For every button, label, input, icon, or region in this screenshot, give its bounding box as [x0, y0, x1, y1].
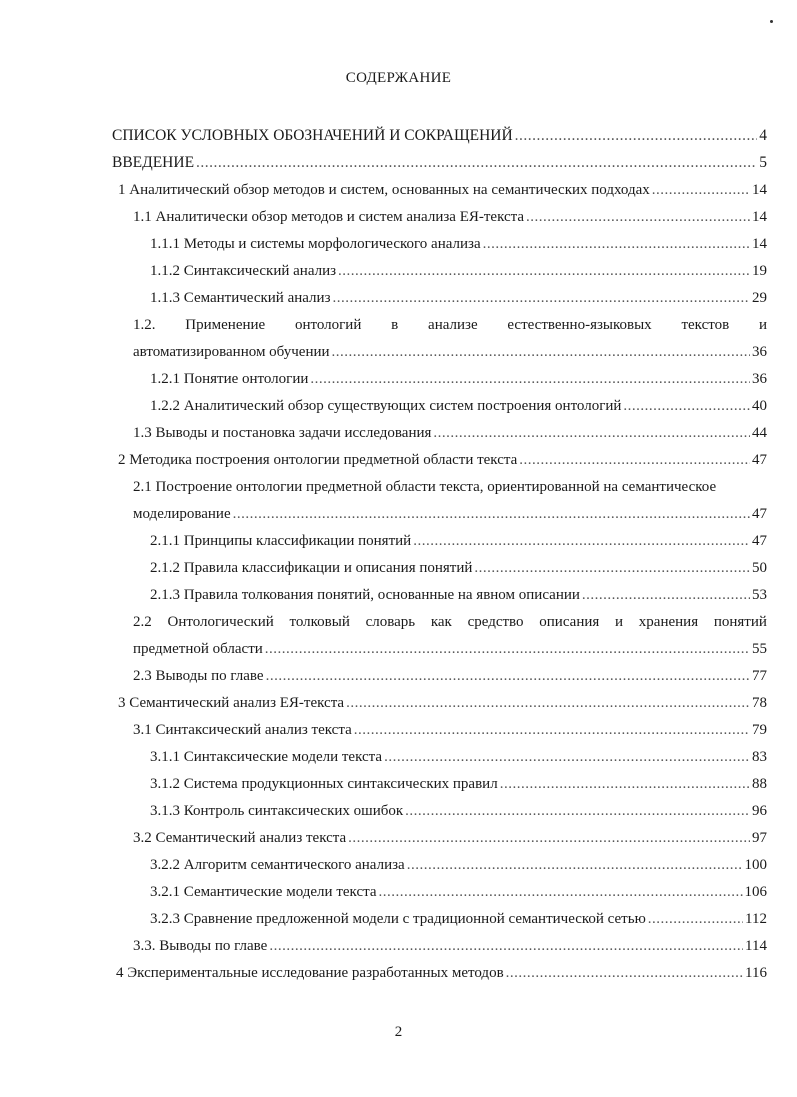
toc-entry-label: 1.2.1 Понятие онтологии: [150, 371, 309, 387]
toc-entry-page: 40: [752, 398, 767, 414]
toc-entry[interactable]: [150, 775, 767, 793]
toc-entry[interactable]: [133, 721, 767, 739]
toc-entry[interactable]: [150, 289, 767, 307]
toc-entry-page: 53: [752, 587, 767, 603]
leader-dots: [483, 235, 750, 253]
toc-entry-page: 106: [744, 884, 767, 900]
toc-word: 1.2.: [133, 317, 156, 333]
toc-entry[interactable]: [112, 154, 767, 172]
toc-entry-page: 36: [752, 344, 767, 360]
toc-entry-page: 47: [752, 533, 767, 549]
toc-entry-page: 36: [752, 371, 767, 387]
toc-entry[interactable]: [118, 451, 767, 469]
toc-entry[interactable]: [150, 559, 767, 577]
toc-word: анализе: [428, 317, 478, 333]
toc-entry[interactable]: [133, 937, 767, 955]
toc-entry[interactable]: [133, 667, 767, 685]
toc-entry-page: 112: [745, 911, 767, 927]
toc-entry[interactable]: [150, 397, 767, 415]
toc-entry-page: 4: [759, 127, 767, 144]
leader-dots: [519, 451, 750, 469]
toc-entry-page: 55: [752, 641, 767, 657]
toc-entry-label: 2.1 Построение онтологии предметной области текста, ориентированной на семантическое: [133, 479, 717, 495]
toc-entry-page: 44: [752, 425, 767, 441]
toc-word: 2.2: [133, 614, 152, 630]
toc-entry[interactable]: [118, 181, 767, 199]
leader-dots: [413, 532, 750, 550]
toc-entry-label: 2 Методика построения онтологии предметной области текста: [118, 452, 518, 468]
leader-dots: [354, 721, 750, 739]
leader-dots: [582, 586, 750, 604]
toc-word: описания: [539, 614, 600, 630]
leader-dots: [500, 775, 750, 793]
toc-entry-page: 14: [752, 182, 767, 198]
toc-entry[interactable]: [133, 829, 767, 847]
toc-entry-page: 29: [752, 290, 767, 306]
leader-dots: [265, 640, 750, 658]
toc-word: как: [430, 614, 452, 630]
leader-dots: [233, 505, 750, 523]
toc-entry-page: 116: [745, 965, 767, 981]
leader-dots: [515, 127, 758, 145]
toc-entry-label: 3.1 Синтаксический анализ текста: [133, 722, 352, 738]
toc-entry[interactable]: [150, 262, 767, 280]
toc-entry-page: 50: [752, 560, 767, 576]
toc-entry-page: 78: [752, 695, 767, 711]
toc-entry-label: 1.1.2 Синтаксический анализ: [150, 263, 337, 279]
toc-word: средство: [467, 614, 524, 630]
toc-entry-page: 97: [752, 830, 767, 846]
leader-dots: [310, 370, 750, 388]
toc-word: текстов: [681, 317, 730, 333]
leader-dots: [333, 289, 751, 307]
toc-entry-page: 14: [752, 209, 767, 225]
leader-dots: [338, 262, 750, 280]
leader-dots: [506, 964, 743, 982]
toc-entry[interactable]: [133, 208, 767, 226]
toc-word: понятий: [713, 614, 767, 630]
toc-entry-line1[interactable]: [133, 316, 767, 334]
leader-dots: [379, 883, 743, 901]
leader-dots: [346, 694, 750, 712]
toc-entry[interactable]: [133, 505, 767, 523]
toc-entry-label: 1.3 Выводы и постановка задачи исследования: [133, 425, 432, 441]
toc-entry-page: 79: [752, 722, 767, 738]
toc-entry-label: 3 Семантический анализ ЕЯ-текста: [118, 695, 345, 711]
toc-entry-label: ВВЕДЕНИЕ: [112, 154, 195, 171]
page-number: 2: [394, 1024, 403, 1040]
toc-entry-page: 5: [759, 154, 767, 171]
toc-entry[interactable]: [150, 802, 767, 820]
toc-entry[interactable]: [150, 856, 767, 874]
toc-entry-label: 2.1.3 Правила толкования понятий, основанные на явном описании: [150, 587, 580, 603]
leader-dots: [648, 910, 743, 928]
toc-entry-label: 2.1.2 Правила классификации и описания понятий: [150, 560, 473, 576]
toc-entry-label: 3.2 Семантический анализ текста: [133, 830, 347, 846]
toc-entry-page: 14: [752, 236, 767, 252]
toc-entry[interactable]: [116, 964, 767, 982]
toc-entry-line1[interactable]: [133, 478, 767, 496]
leader-dots: [526, 208, 750, 226]
toc-entry-label: моделирование: [133, 506, 231, 522]
toc-entry-page: 47: [752, 506, 767, 522]
toc-entry-page: 47: [752, 452, 767, 468]
toc-word: словарь: [365, 614, 416, 630]
leader-dots: [433, 424, 750, 442]
toc-entry-label: 4 Экспериментальные исследование разработанных методов: [116, 965, 504, 981]
leader-dots: [405, 802, 750, 820]
leader-dots: [348, 829, 750, 847]
leader-dots: [266, 667, 750, 685]
leader-dots: [269, 937, 743, 955]
toc-entry[interactable]: [133, 640, 767, 658]
toc-entry[interactable]: [150, 586, 767, 604]
leader-dots: [407, 856, 743, 874]
toc-entry[interactable]: [150, 883, 767, 901]
toc-entry-label: 3.2.3 Сравнение предложенной модели с традиционной семантической сетью: [150, 911, 646, 927]
toc-entry[interactable]: [150, 370, 767, 388]
toc-entry-label: 3.3. Выводы по главе: [133, 938, 268, 954]
toc-word: и: [615, 614, 624, 630]
toc-entry[interactable]: [150, 748, 767, 766]
toc-entry-label: 2.3 Выводы по главе: [133, 668, 264, 684]
toc-word: и: [758, 317, 767, 333]
toc-entry-label: 3.1.3 Контроль синтаксических ошибок: [150, 803, 404, 819]
toc-entry-label: 1.2.2 Аналитический обзор существующих систем построения онтологий: [150, 398, 622, 414]
toc-word: в: [391, 317, 399, 333]
leader-dots: [196, 154, 757, 172]
toc-entry-label: 1.1.1 Методы и системы морфологического анализа: [150, 236, 481, 252]
leader-dots: [652, 181, 750, 199]
toc-entry[interactable]: [150, 910, 767, 928]
toc-entry-page: 19: [752, 263, 767, 279]
page-title: СОДЕРЖАНИЕ: [345, 70, 452, 86]
toc-entry-label: 3.1.1 Синтаксические модели текста: [150, 749, 383, 765]
toc-entry-label: предметной области: [133, 641, 263, 657]
toc-entry-label: СПИСОК УСЛОВНЫХ ОБОЗНАЧЕНИЙ И СОКРАЩЕНИЙ: [112, 127, 513, 144]
toc-entry-page: 114: [745, 938, 767, 954]
toc-entry-page: 96: [752, 803, 767, 819]
toc-word: онтологий: [294, 317, 362, 333]
leader-dots: [623, 397, 750, 415]
toc-entry-label: 2.1.1 Принципы классификации понятий: [150, 533, 412, 549]
toc-entry-label: автоматизированном обучении: [133, 344, 330, 360]
toc-word: Онтологический: [167, 614, 274, 630]
toc-entry-label: 1.1.3 Семантический анализ: [150, 290, 331, 306]
toc-entry-label: 3.2.2 Алгоритм семантического анализа: [150, 857, 405, 873]
toc-entry[interactable]: [133, 343, 767, 361]
toc-entry-label: 1 Аналитический обзор методов и систем, основанных на семантических подходах: [118, 182, 650, 198]
toc-word: Применение: [185, 317, 266, 333]
toc-entry-page: 88: [752, 776, 767, 792]
toc-entry[interactable]: [112, 127, 767, 145]
toc-entry-label: 1.1 Аналитически обзор методов и систем анализа ЕЯ-текста: [133, 209, 525, 225]
leader-dots: [332, 343, 750, 361]
toc-entry-page: 100: [744, 857, 767, 873]
leader-dots: [384, 748, 750, 766]
toc-entry[interactable]: [150, 532, 767, 550]
toc-entry[interactable]: [150, 235, 767, 253]
toc-entry-label: 3.1.2 Система продукционных синтаксических правил: [150, 776, 498, 792]
toc-entry[interactable]: [133, 424, 767, 442]
toc-entry[interactable]: [118, 694, 767, 712]
toc-word: естественно-языковых: [507, 317, 652, 333]
toc-word: хранения: [638, 614, 699, 630]
toc-entry-page: 83: [752, 749, 767, 765]
scan-mark: [770, 20, 773, 23]
toc-entry-page: 77: [752, 668, 767, 684]
toc-entry-label: 3.2.1 Семантические модели текста: [150, 884, 377, 900]
leader-dots: [474, 559, 750, 577]
toc-entry-line1[interactable]: [133, 613, 767, 631]
toc-word: толковый: [289, 614, 350, 630]
